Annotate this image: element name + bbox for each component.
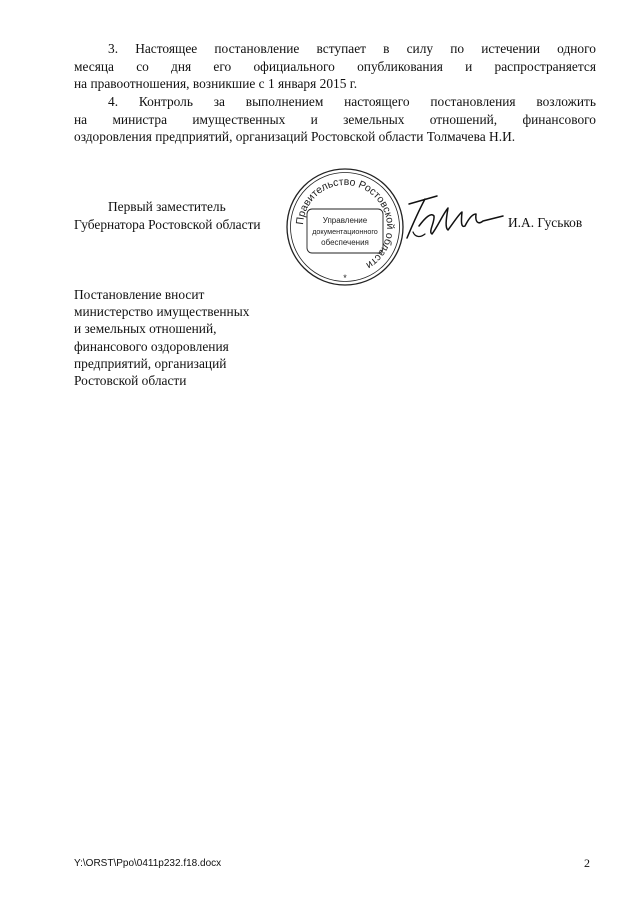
signer-title bbox=[74, 198, 261, 233]
footer-file-path: Y:\ORST\Ppo\0411p232.f18.docx bbox=[74, 858, 222, 869]
submitted-by-line-6: Ростовской области bbox=[74, 373, 187, 389]
signer-title-line-1: Первый заместитель bbox=[108, 199, 226, 214]
paragraph-3-line-3: на правоотношения, возникшие с 1 января 2015 г. bbox=[74, 76, 358, 91]
paragraph-3-line-2: месяца со дня его официального опубликования и распространяется bbox=[74, 58, 596, 74]
seal-inner-line-2: документационного bbox=[312, 227, 378, 236]
page-number: 2 bbox=[584, 856, 590, 870]
submitted-by-line-5: предприятий, организаций bbox=[74, 355, 227, 371]
submitted-by-line-3: и земельных отношений, bbox=[74, 321, 217, 337]
submitted-by-line-4: финансового оздоровления bbox=[74, 338, 229, 354]
paragraph-3 bbox=[74, 40, 596, 93]
seal-inner-line-1: Управление bbox=[322, 216, 368, 225]
submitted-by-line-2: министерство имущественных bbox=[74, 304, 250, 320]
signer-name: И.А. Гуськов bbox=[508, 215, 583, 230]
paragraph-4-line-1: 4. Контроль за выполнением настоящего постановления возложить bbox=[108, 94, 596, 109]
submitted-by-note bbox=[74, 286, 249, 389]
seal-outer-text: Правительство Ростовской области bbox=[293, 175, 397, 272]
paragraph-3-line-1: 3. Настоящее постановление вступает в силу по истечении одного bbox=[108, 41, 596, 56]
signer-title-line-2: Губернатора Ростовской области bbox=[74, 216, 261, 232]
seal-star: * bbox=[343, 273, 347, 283]
paragraph-4-line-3: оздоровления предприятий, организаций Ростовской области Толмачева Н.И. bbox=[74, 129, 516, 144]
paragraph-4 bbox=[74, 93, 596, 146]
handwritten-signature bbox=[403, 192, 507, 248]
official-seal-stamp bbox=[283, 165, 407, 289]
paragraph-4-line-2: на министра имущественных и земельных отношений, финансового bbox=[74, 111, 596, 127]
seal-inner-line-3: обеспечения bbox=[321, 238, 369, 247]
submitted-by-line-1: Постановление вносит bbox=[74, 287, 205, 302]
